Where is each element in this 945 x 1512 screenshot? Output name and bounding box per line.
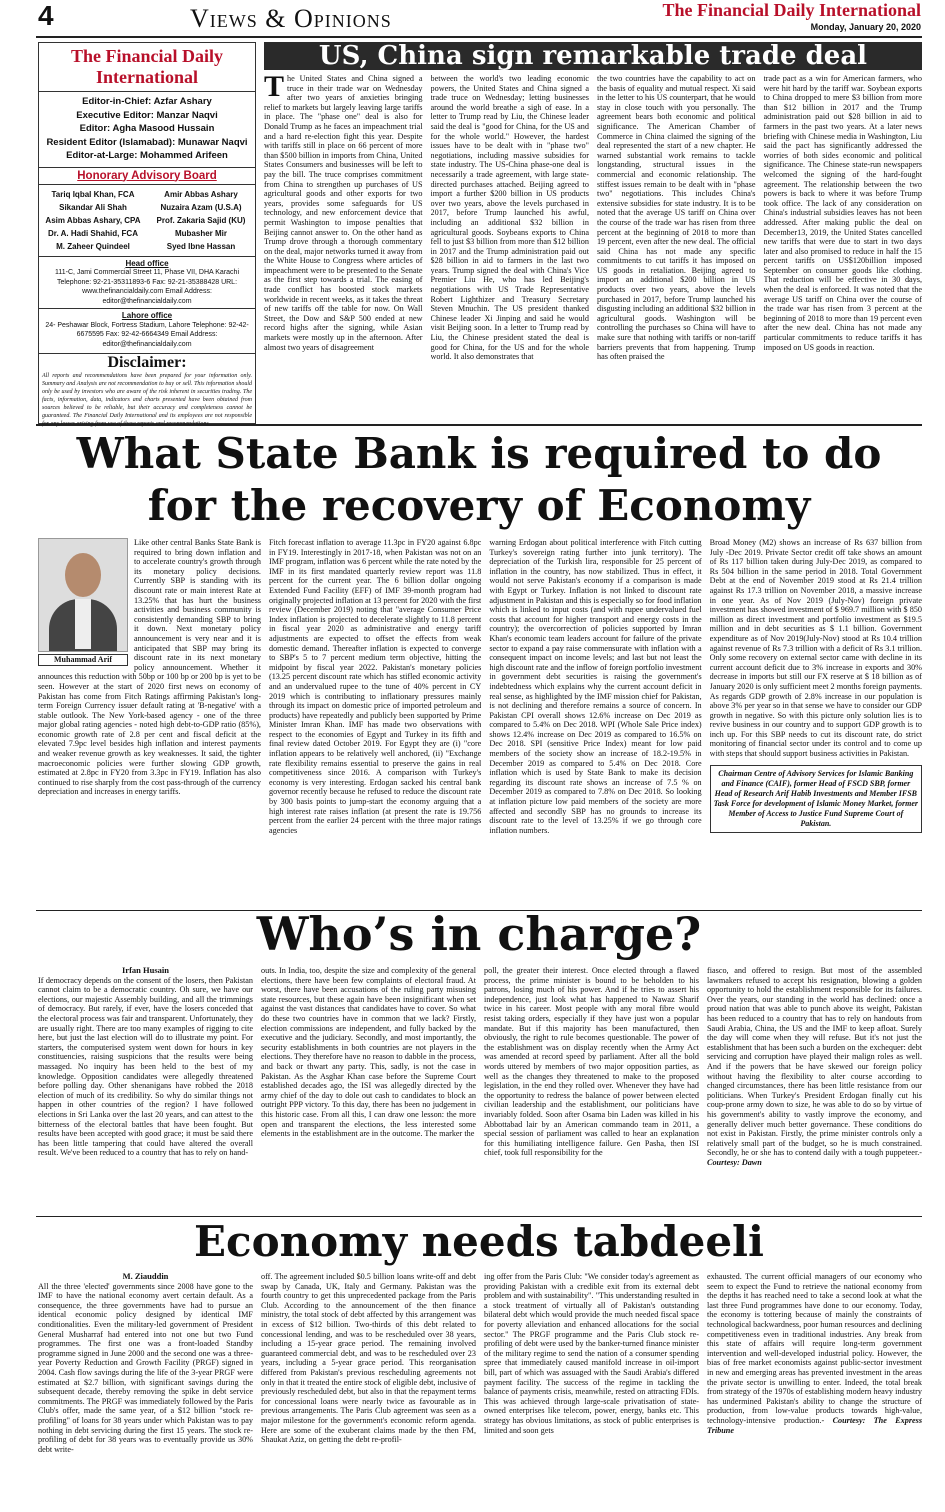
article4-body	[38, 1272, 922, 1508]
article2-lead: Like other central Banks State Bank is required to bring down inflation and to accelerate country's growth through its monetary policy decisions. Currently SBP is standing with its discount rate or main interest Rate at 13.25% that has hurt the business activities and business community is consistently demanding SBP to bring it down. Next monetary policy announcement is very near and it is anticipated that SBP may bring its discount rate in its next monetary policy announcement. Whether it announces this reduction with 50bp or 100 bp or 200 bp is yet to be seen. However at the start of 2020 first news on economy of Pakistan has come from Fitch Ratings affirming Pakistan's long-term Foreign Currency issuer default rating at 'B-negative' with a stable outlook. The New York-based agency - one of the three major global rating agencies - noted high debt-to-GDP ratio (85%), economic growth rate of 2.8 per cent and fiscal deficit at the elevated 7.9pc level besides high inflation and interest payments and weaker revenue growth as key weaknesses. It said, the tighter macroeconomic policies were further slowing GDP growth, estimated at 2.8pc in FY20 from 3.3pc in FY19. Inflation has also continued to rise sharply from the cost pass-through of the currency depreciation and increases in energy tariffs.	[38, 538, 261, 797]
article3-col: poll, the greater their interest. Once elected through a flawed process, the prime minister is bound to be beholden to his patrons, losing much of his power. And if he tries to assert his independence, just look what has happened to Nawaz Sharif twice in his career. Most people with any moral fibre would resist taking orders, especially if they have just won a popular mandate. But if this majority has been manufactured, then obviously, the right to rule becomes questionable. The power of the establishment was on display recently when the Army Act was amended at record speed by parliament. After all the bold words uttered by members of two major opposition parties, as well as the changes they threatened to make to the proposed legislation, in the end they rolled over. Whenever they have had the opportunity to redress the balance of power between elected civilian leadership and the establishment, our politicians have invariably folded. Soon after Osama bin Laden was killed in his Abbottabad lair by an American commando team in 2011, a special session of parliament was called to hear an explanation for this humiliating intelligence failure. Gen Pasha, then ISI chief, took full responsibility for the	[484, 966, 699, 1158]
article2-col: Fitch forecast inflation to average 11.3pc in FY20 against 6.8pc in FY19. Interestingly in 2017-18, when Pakistan was not on an IMF program, inflation was 6 percent while the rate noted by the IMF in its first mandated quarterly review report was 11.8 percent for the current year. The 6 billion dollar ongoing Extended Fund Facility (EFF) of IMF 39-month program had originally projected inflation at 13 percent for 2020 with the first review (December 2019) noting that "average Consumer Price Index inflation is projected to decelerate slightly to 11.8 percent in fiscal year 2020 as administrative and energy tariff adjustments are expected to offset the effects from weak domestic demand. Thereafter inflation is expected to converge to SBP's 5 to 7 percent medium term objective, hitting the midpoint by fiscal year 2022. Pakistan's monetary policies (13.25 percent discount rate which has stifled economic activity and an undervalued rupee to the tune of 40% percent in CY 2019 which is contributing to inflationary pressures mainly through its impact on domestic price of imported petroleum and products) have repeatedly and publicly been supported by Prime Minister Imran Khan. IMF has made two observations with respect to the economies of Egypt and Turkey in its fifth and final review dated October 2019. For Egypt they are (i) "core inflation appears to be relatively well anchored, (ii) "Exchange rate flexibility remains essential to preserve the gains in real competitiveness since 2016. A comparison with Turkey's economy is very interesting. Erdogan sacked his central bank governor recently because he refused to reduce the discount rate by 300 basis points to jump-start the economy arguing that a high interest rate raises inflation (at present the rate is 19.756 percent from the earlier 24 percent with the three major ratings agencies	[268, 538, 482, 835]
board-member: Tariq Iqbal Khan, FCA	[51, 189, 135, 199]
article1-col: trade pact as a win for American farmers, who were hit hard by the tariff war. Soybean exports to China dropped to mere $3 billion from more than $12 billion in 2017 and the Trump administration paid out $28 billion in aid to farmers in the past two years. At a later news briefing with Chinese media in Washington, Liu said the pact has significantly addressed the worries of both sides economic and political significance. The Chinese state-run newspapers welcomed the signing of the hard-fought agreement. The relationship between the two powers is back to where it was before Trump took office. The lack of any consideration on China's industrial subsidies leaves has not been addressed. After making public the deal on December13, 2019, the United States cancelled new tariffs that were due to start in two days later and also promised to reduce in half the 15 percent tariffs on US$120billion imposed September on consumer goods like clothing. That reduction will be effective in 30 days, when the deal is enforced. It was noted that the average US tariff on China over the course of the trade war has risen from 3 percent at the beginning of 2018 to more than 19 percent even after the new deal. China has not made any particular commitments to reduce tariffs it has imposed on US goods in reaction.	[763, 74, 922, 352]
disclaimer-title: Disclaimer:	[39, 353, 255, 372]
article1-col	[264, 74, 423, 422]
page-number: 4	[38, 0, 54, 31]
issue-date: Monday, January 20, 2020	[810, 22, 921, 32]
header-rule	[36, 36, 922, 38]
article2-col	[38, 538, 261, 908]
article4-text: exhausted. The current official managers of our economy who seem to expect the Fund to retrieve the national economy from the depths it has reached need to take a second look at what the last three Fund programmes have done to our economy. Today, the economy is tottering because of mainly the constraints of technological backwardness, poor human resources and declining competitiveness even in traditional industries. Any break from this state of affairs will require long-term government intervention and well-developed industrial policy. However, the bias of free market economists against public-sector investment in new and emerging areas has prevented investment in the areas the private sector is unwilling to enter. Indeed, the total break from strategy of the 1970s of establishing modern heavy industry has undermined Pakistan's ability to change the structure of production, from low-value products towards high-value, technology-intensive production.-	[707, 1272, 922, 1425]
author-caption: Muhammad Arif	[38, 654, 128, 666]
board-member: Asim Abbas Ashary, CPA	[45, 215, 141, 225]
article3-text: fiasco, and offered to resign. But most of the assembled lawmakers refused to accept his resignation, blowing a golden opportunity to hold the establishment responsible for its failures. Over the years, our standing in the world has declined: once a proud nation that was able to punch above its weight, Pakistan has been reduced to a country that has to rely on handouts from Saudi Arabia, China, the US and the IMF to keep afloat. Surely the day will come when they will refuse. But it's not just the establishment that has been such a burden on the exchequer: debt servicing and corruption have played their malign roles as well. And if the powers that be have skewed our foreign policy without having the flexibility to alter course according to changed circumstances, there has been little resistance from our politicians. When Turkey's President Erdogan finally cut his coup-prone army down to size, he was able to do so by virtue of his government's ability to vastly improve the economy, and generally deliver much better governance. These conditions do not exist in Pakistan. Firstly, the prime minister controls only a relatively small part of the budget, so he is much constrained. Secondly, he or she has to contend daily with a tough puppeteer.-	[707, 966, 922, 1158]
board-member: Syed Ibne Hassan	[166, 241, 236, 251]
article3-col	[707, 966, 922, 1212]
article3-headline: Who’s in charge?	[256, 907, 702, 961]
board-member: M. Zaheer Quindeel	[56, 241, 130, 251]
section-title: Views & Opinions	[190, 4, 392, 33]
author-photo-block	[38, 538, 128, 666]
article2-col: warning Erdogan about political interference with Fitch cutting Turkey's sovereign rating further into junk territory). The depreciation of the Turkish lira, responsible for 25 percent of inflation in the country, has now stabilized. Thus in effect, it would not serve Pakistan's economy if a comparison is made with Egypt or Turkey. Inflation is not linked to discount rate adjustment in Pakistan and this is especially so for food inflation which is linked to input costs (and with rupee undervalued fuel costs that account for higher transport and energy costs in the country); the overcorrection of policies supported by Imran Khan's economic team leaders account for failure of the private sector to expand a pay raise commensurate with inflation with a consequent impact on income levels; and last but not least the high discount rate and the inflow of foreign portfolio investment in government debt securities is raising the government's indebtedness which explains why the current account deficit in real sense, as highlighted by the IMF mission chief for Pakistan, is not declining and therefore remains a source of concern. In Pakistan CPI overall shows 12.6% increase on Dec 2019 as compared to 5.4% on Dec 2018. WPI (Whole Sale Price index) shows 12.4% increase on Dec 2019 as compared to 16.5% on Dec 2018. SPI (sensitive Price Index) meant for low paid members of the society show an increase of 18.2-19.5% in December 2019 as compared to 5.4% on Dec 2018. Core inflation which is used by State Bank to make its decision regarding its discount rate shows an increase of 7.5 % on December 2019 as compared to 7.8% on Dec 2018. So looking at inflation picture low paid members of the society are more affected and secondly SBP has no grounds to increase its discount rate to the level of 13.25% if we go through core inflation numbers.	[489, 538, 702, 835]
staff-line: Resident Editor (Islamabad): Munawar Naqvi	[46, 136, 248, 148]
lahore-office-address: 24- Peshawar Block, Fortress Stadium, Lahore Telephone: 92-42-6675595 Fax: 92-42-6664349 Email Address: editor@thefinancialdaily.com	[45, 321, 249, 348]
article1-body	[264, 74, 922, 422]
article3-col	[38, 966, 253, 1212]
article1-headline: US, China sign remarkable trade deal	[264, 42, 922, 70]
article4-text: All the three 'elected' governments since 2008 have gone to the IMF to have the national economy avert certain default. As a consequence, the three governments have had to pursue an identical economic policy designed by identical IMF conditionalities. Even the military-led government of President General Musharraf had entered into not one but two Fund programmes. The first one was a front-loaded Standby programme signed in June 2000 and the second one was a three-year Poverty Reduction and Growth Facility (PRGF) signed in 2004. Cash flow savings during the life of the 3-year PRGF were estimated at $2.7 billion, with significant savings during the subsequent decade, thereby removing the spike in debt service commitments. The PRGF was immediately followed by the Paris Club's offer, made the same year, of a $12 billion "stock re-profiling" of loans for 38 years under which Pakistan was to pay nothing in debt servicing during the first 15 years. The stock re-profiling of debt for 38 years was to eventually provide us 30% debt write-	[38, 1281, 253, 1454]
masthead-box	[38, 42, 256, 424]
head-office-address: 111-C, Jami Commercial Street 11, Phase VII, DHA Karachi Telephone: 92-21-35311893-6 Fax: 92-21-35388428 URL: www.thefinancialdaily.com Email Address: editor@thefinancialdaily.com	[54, 269, 239, 305]
board-member: Prof. Zakaria Sajid (KU)	[156, 215, 246, 225]
lahore-office-block	[39, 308, 255, 351]
advisory-board-list	[39, 185, 255, 256]
lahore-office-label: Lahore office	[121, 311, 173, 320]
board-member: Dr. A. Hadi Shahid, FCA	[48, 228, 138, 238]
board-member: Mubasher Mir	[174, 228, 227, 238]
article4-col	[38, 1272, 253, 1508]
board-member: Nuzaira Azam (U.S.A)	[160, 202, 242, 212]
article4-col: off. The agreement included $0.5 billion loans write-off and debt swap by Canada, UK, Italy and Germany. Pakistan was the fourth country to get this unprecedented package from the Paris Club. According to the announcement of the then finance ministry, the total stock of debt affected by this arrangement was in excess of $12 billion. Two-thirds of this debt related to concessional lending, and was to be rescheduled over 38 years, including a 15-year grace period. The remaining involved guaranteed commercial debt, and was to be rescheduled over 23 years, including a 5-year grace period. This reorganisation differed from Pakistan's previous rescheduling agreements not only in that it treated the entire stock of eligible debt, inclusive of previously rescheduled debt, but also in that the repayment terms for concessional loans were nearly twice as favourable as in previous arrangements. The Paris Club agreement was seen as a major milestone for the government's economic reform agenda. Here are some of the exuberant claims made by the then FM, Shaukat Aziz, on getting the debt re-profil-	[261, 1272, 476, 1445]
article3-byline: Irfan Husain	[122, 966, 169, 975]
article3-courtesy: Courtesy: Dawn	[707, 1157, 762, 1167]
article2-col	[710, 538, 922, 908]
advisory-board-title: Honorary Advisory Board	[39, 167, 255, 185]
staff-line: Editor: Agha Masood Hussain	[79, 123, 215, 134]
article4-courtesy: Courtesy: The Express Tribune	[707, 1415, 922, 1435]
article3-col: outs. In India, too, despite the size and complexity of the general elections, there have been few complaints of electoral fraud. At worst, there have been accusations of the ruling party misusing state resources, but these again have been insignificant when set against the vast distances that candidates have to cover. So what do these two countries have in common that we lack? Firstly, election commissions are independent, and fully backed by the executive and the judiciary. Secondly, and most importantly, the security establishments in both countries are not players in the elections. They therefore have no reason to dabble in the process, and back or thwart any party. This, sadly, is not the case in Pakistan. As the Asghar Khan case before the Supreme Court established decades ago, the ISI was allegedly directed by the army chief of the day to dole out cash to candidates to block an outright PPP victory. To this day, there has been no judgement in this historic case. From all this, I can draw one lesson: the more open and transparent the elections, the less interested some elements in the establishment are in the outcome. The marker the	[261, 966, 476, 1139]
section-rule	[36, 424, 922, 426]
staff-line: Executive Editor: Manzar Naqvi	[76, 109, 218, 121]
head-office-label: Head office	[125, 258, 169, 268]
article4-headline: Economy needs tabdeeli	[194, 1217, 764, 1266]
article1-col: between the world's two leading economic powers, the United States and China signed a trade truce on Wednesday; letting businesses around the world breathe a sigh of ease. In a letter to Trump read by Liu, the Chinese leader said the deal is "good for China, for the US and for the whole world." However, the hardest issues have to be dealt with in "phase two" negotiations, including massive subsidies for state industry. The US-China phase-one deal is necessarily a trade agreement, with large state-directed purchases attached. Beijing agreed to import a further $200 billion in US products over two years, above the levels purchased in 2017, before Trump launched his awful, including an additional $32 billion in agricultural goods. Soybeans exports to China fell to just $3 billion from more than $12 billion in 2017 and the Trump administration paid out $28 billion in aid to farmers in the last two years. Trump signed the deal with China's Vice Premier Liu He, who has led Beijing's negotiations with US Trade Representative Robert Lighthizer and Treasury Secretary Steven Mnuchin. The US president thanked Chinese leader Xi Jinping and said he would visit Beijing soon. In a letter to Trump read by Liu, the Chinese president stated the deal is good for China, for the US and for the whole world. It also demonstrates that	[430, 74, 589, 362]
drop-cap: T	[264, 74, 285, 103]
article3-text: If democracy depends on the consent of the losers, then Pakistan cannot claim to be a democratic country. Oh sure, we have our elections, our majestic Assembly building, and all the trimmings of democracy. But rarely, if ever, have the losers conceded that the electoral process was fair and transparent. Unfortunately, they are usually right. There are too many examples of rigging to cite here, but just the last election will do to illustrate my point. For starters, the computerised system went down for hours in key constituencies, raising suspicions that the results were being massaged. No inquiry has been held to the best of my knowledge. Opposition candidates were allegedly threatened before polling day. Other shenanigans have robbed the 2018 election of much of its credibility. So why do similar things not happen in other countries of the region? I have followed elections in Sri Lanka over the last 20 years, and can attest to the bitterness of the electoral battles that have been fought. But results have been accepted with good grace; it must be said there has been little tampering that could have altered the overall result. We've been reduced to a country that has to rely on hand-	[38, 975, 253, 1158]
article2-body	[38, 538, 922, 908]
board-member: Amir Abbas Ashary	[164, 189, 238, 199]
article4-col: ing offer from the Paris Club: "We consider today's agreement as providing Pakistan with a credible exit from its external debt problem and with sustainability". "This understanding resulted in a stock treatment of virtually all of Pakistan's outstanding bilateral debt which would provide the much needed fiscal space for poverty alleviation and enhanced allocations for the social sector." The PRGF programme and the Paris Club stock re-profiling of debt were used by the banker-turned finance minister of the military regime to send the nation of a consumer spending spree that immediately caused manifold increase in oil-import bill, part of which was assuaged with the Saudi Arabia's differed payment facility. The success of the regime in tackling the balance of payments crisis, meanwhile, rested on attracting FDIs. This was achieved through large-scale privatisation of state-owned enterprises like telecom, power, energy, banks etc. This strategy has obvious limitations, as stock of public enterprises is limited and soon gets	[484, 1272, 699, 1435]
staff-line: Editor-at-Large: Mohammed Arifeen	[66, 150, 228, 161]
masthead-title: The Financial Daily International	[39, 43, 255, 92]
board-member: Sikandar Ali Shah	[59, 202, 127, 212]
article4-byline: M. Ziauddin	[122, 1272, 169, 1281]
article4-col	[707, 1272, 922, 1508]
head-office-block	[39, 256, 255, 309]
article2-headline: What State Bank is required to do for the recovery of Economy	[76, 429, 882, 530]
article3-body	[38, 966, 922, 1212]
author-photo	[38, 538, 128, 652]
staff-list	[39, 92, 255, 163]
article2-text: Broad Money (M2) shows an increase of Rs 637 billion from July -Dec 2019. Private Sector credit off take shows an amount of Rs 117 billion taken during July-Dec 2019, as compared to Rs 504 billion in the same period in 2018. Total Government Debt at the end of November 2019 stood at Rs 21.4 trillion against Rs 17.3 trillion on November 2018, a massive increase in one year. As of Nov 2019 (July-Nov) foreign private investment has showed investment of $ 969.7 million with $ 850 million as direct investment and portfolio investment as $19.5 million and in debt securities as $ 1.1 billion. Government expenditure as of Nov 2019(July-Nov) stood at Rs 10.4 trillion against revenue of Rs 7.3 trillion with a deficit of Rs 3.1 trillion. Only some recovery on external sector came with decline in its current account deficit due to 3% increase in exports and 30% decrease in imports but still our FX reserve at $ 18 billion as of January 2020 is only sufficient meet 2 months foreign payments. As regards GDP growth of 2.8% increase in our population is above 3% per year so in that sense we have to consider our GDP growth in negative. So with this picture only solution lies is to revive business in our country and to support GDP growth is to inch up. For this SBP needs to cut its discount rate, do strict monitoring of financial sector under its control and to come up with steps that should support business activities in Pakistan.	[709, 538, 922, 759]
article1-text: he United States and China signed a truce in their trade war on Wednesday after two years of anxieties bringing relief to markets but largely leaving large tariffs in place. The "phase one" deal is also for Donald Trump as he faces an impeachment trial and a hard re-election fight this year. Despite with tariffs still in place on 66 percent of more than $500 billion in imports from China, United States Consumers and businesses will be left to pay the bill. The truce comprises commitment from China to strengthen up purchases of US agricultural goods and other exports for two years, provides some safeguards for US technology, and new enforcement device that permit Washington to impose penalties that Beijing cannot answer to. On the other hand as Trump drove through a thorough commentary on the deal, major networks turned it away from the White House to Congress where articles of impeachment were to be presented to the Senate as the first step towards a trial. The easing of trade conflict has boosted stock markets worldwide in recent weeks, as it takes the threat of new tariffs off the table for now. On Wall Street, the Dow and S&P 500 ended at new record highs after the signing, while Asian markets were mostly up in the afternoon. After almost two years of disagreement	[264, 74, 423, 352]
staff-line: Editor-in-Chief: Azfar Ashary	[82, 96, 212, 107]
author-credit: Chairman Centre of Advisory Services for Islamic Banking and Finance (CAIF), former Head of FSCD SBP, former Head of Research Arif Habib Investments and Member IFSB Task Force for development of Islamic Money Market, former Member of Access to Justice Fund Supreme Court of Pakistan.	[710, 765, 922, 833]
disclaimer-text: All reports and recommendations have been prepared for your information only. Summary and Analysis are not recommendation to buy or sell. This information should only be used by investors who are aware of the risk inherent in securities trading. The facts, information, data, indicators and charts presented have been obtained from sources believed to be reliable, but their accuracy and completeness cannot be guaranteed. The Financial Daily International and its employees are not responsible	[42, 373, 252, 419]
article1-col: the two countries have the capability to act on the basis of equality and mutual respect. Xi said in the letter to his US counterpart, that he would stay in close touch with you personally. The agreement bears both economic and political significance. The American Chamber of Commerce in China claimed the signing of the deal represented the start of a new chapter. He warned substantial work remains to tackle longstanding, structural issues in the commercial and economic relationship. The stiffest issues remain to be dealt with in "phase two" negotiations. This includes China's extensive subsidies for state industry. It is to be noted that the average US tariff on China over the course of the trade war has risen from three percent at the beginning of 2018 to more than 19 percent, even after the new deal. The official said China has not made any specific commitments to cut tariffs it has imposed on US goods in retaliation. Beijing agreed to import an additional $200 billion in US products over two years, above the levels purchased in 2017, before Trump launched his disgusting including an additional $32 billion in agricultural goods. Washington will be controlling the purchases so China will have to make sure that nothing with tariffs or non-tariff barriers prevents that from happening. Trump has often praised the	[597, 74, 756, 362]
publication-name: The Financial Daily International	[662, 0, 921, 20]
